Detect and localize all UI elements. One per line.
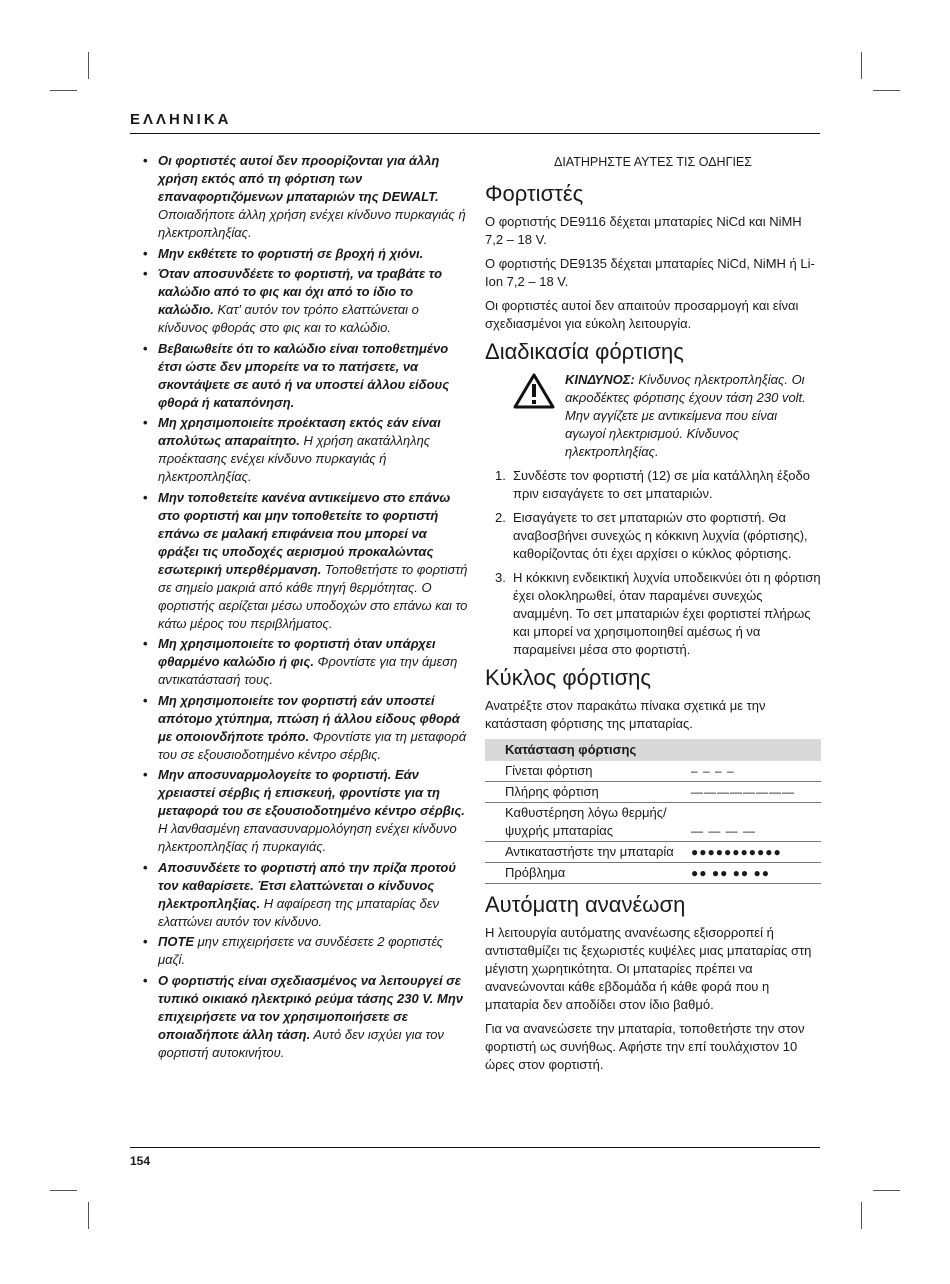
safety-bullet-item	[130, 933, 468, 969]
bullet-bold-text: Όταν αποσυνδέετε το φορτιστή, να τραβάτε το καλώδιο από το φις και όχι από το ίδιο το καλώδιο.	[158, 266, 443, 317]
step-number: 2.	[495, 510, 506, 525]
bullet-dot: •	[143, 153, 148, 168]
bullet-dot: •	[143, 489, 148, 505]
bullet-bold-text: Βεβαιωθείτε ότι το καλώδιο είναι τοποθετημένο έτσι ώστε δεν μπορείτε να το πατήσετε, να σκοντάψετε σε αυτό ή να υποστεί άλλου είδους φθορά ή καταπόνηση.	[158, 340, 450, 410]
crop-mark	[861, 52, 862, 79]
bullet-dot: •	[143, 636, 148, 651]
bullet-italic-text: Τοποθετήστε το φορτιστή σε σημείο μακριά από κάθε πηγή θερμότητας. Ο φορτιστής αερίζεται μέσω υποδοχών στο επάνω και το κάτω μέρος του περιβλήματος.	[158, 561, 468, 631]
bullet-bold-text: Αποσυνδέετε το φορτιστή από την πρίζα προτού τον καθαρίσετε. Έτσι ελαττώνεται ο κίνδυνος ηλεκτροπληξίας.	[158, 859, 457, 911]
status-indicator: – – – –	[689, 761, 821, 782]
charging-steps-list	[485, 467, 821, 659]
bullet-bold-text: Μην τοποθετείτε κανένα αντικείμενο στο επάνω στο φορτιστή και μην τοποθετείτε το φορτιστή επάνω σε μαλακή επιφάνεια που μπορεί να φράξει τις υποδοχές αερισμού προκαλώντας εσωτερική υπερθέρμανση.	[158, 489, 451, 577]
danger-text: Κίνδυνος ηλεκτροπληξίας. Οι ακροδέκτες φόρτισης έχουν τάση 230 volt. Μην αγγίζετε με αντικείμενα που είναι αγωγοί ηλεκτρισμού. Κίνδυνος ηλεκτροπληξίας.	[565, 372, 806, 459]
table-row	[485, 842, 821, 863]
charging-step	[485, 467, 821, 503]
crop-mark	[50, 90, 77, 91]
crop-mark	[88, 1202, 89, 1229]
safety-bullet-item	[130, 692, 468, 764]
table-header: Κατάσταση φόρτισης	[485, 739, 821, 761]
bullet-dot: •	[143, 266, 148, 281]
bullet-italic-text: Αυτό δεν ισχύει για τον φορτιστή αυτοκινήτου.	[158, 1026, 444, 1060]
status-label: Πρόβλημα	[485, 863, 689, 884]
status-label: Γίνεται φόρτιση	[485, 761, 689, 782]
table-row	[485, 863, 821, 884]
charging-step	[485, 569, 821, 659]
danger-label: ΚΙΝΔΥΝΟΣ:	[565, 372, 635, 387]
step-text: Συνδέστε τον φορτιστή (12) σε μία κατάλληλη έξοδο πριν εισαγάγετε το σετ μπαταριών.	[513, 468, 810, 501]
table-row	[485, 782, 821, 803]
charge-status-table	[485, 739, 821, 884]
bullet-dot: •	[143, 767, 148, 782]
bullet-dot: •	[143, 934, 148, 949]
step-number: 1.	[495, 468, 506, 483]
crop-mark	[861, 1202, 862, 1229]
table-row	[485, 803, 821, 842]
bullet-italic-text: Φροντίστε για την άμεση αντικατάστασή τους.	[158, 654, 458, 687]
safety-bullet-item	[130, 245, 468, 263]
header-rule	[130, 133, 820, 134]
status-indicator: ●●●●●●●●●●●	[689, 842, 821, 863]
charging-procedure-heading: Διαδικασία φόρτισης	[485, 339, 684, 364]
footer-rule	[130, 1147, 820, 1148]
bullet-italic-text: Η χρήση ακατάλληλης προέκτασης ενέχει κίνδυνο πυρκαγιάς ή ηλεκτροπληξίας.	[158, 433, 431, 484]
bullet-bold-text: Μη χρησιμοποιείτε προέκταση εκτός εάν είναι απολύτως απαραίτητο.	[158, 415, 441, 448]
crop-mark	[873, 1190, 900, 1191]
bullet-bold-text: Ο φορτιστής είναι σχεδιασμένος να λειτουργεί σε τυπικό οικιακό ηλεκτρικό ρεύμα τάσης 230 V. Μην επιχειρήσετε να τον χρησιμοποιήσετε σε οποιαδήποτε άλλη τάση.	[158, 972, 464, 1042]
bullet-italic-text: Οποιαδήποτε άλλη χρήση ενέχει κίνδυνο πυρκαγιάς ή ηλεκτροπληξίας.	[158, 207, 466, 240]
safety-bullet-item	[130, 972, 468, 1062]
step-text: Εισαγάγετε το σετ μπαταριών στο φορτιστή. Θα αναβοσβήνει συνεχώς η κόκκινη λυχνία (φόρτισης), καθορίζοντας ότι έχει αρχίσει ο κύκλος φόρτισης.	[513, 510, 808, 561]
table-row	[485, 761, 821, 782]
safety-bullet-item	[130, 489, 468, 633]
charge-cycle-intro: Ανατρέξτε στον παρακάτω πίνακα σχετικά με την κατάσταση φόρτισης της μπαταρίας.	[485, 698, 766, 731]
bullet-bold-text: Οι φορτιστές αυτοί δεν προορίζονται για άλλη χρήση εκτός από τη φόρτιση των επαναφορτιζόμενων μπαταριών της DEWALT.	[158, 153, 440, 204]
bullet-bold-text: ΠΟΤΕ	[158, 934, 195, 949]
bullet-dot: •	[143, 859, 148, 875]
chargers-heading: Φορτιστές	[485, 181, 584, 206]
auto-refresh-heading: Αυτόματη ανανέωση	[485, 892, 686, 917]
bullet-bold-text: Μη χρησιμοποιείτε τον φορτιστή εάν υποστεί απότομο χτύπημα, πτώση ή άλλου είδους φθορά με οποιονδήποτε τρόπο.	[158, 692, 460, 744]
crop-mark	[50, 1190, 77, 1191]
safety-bullet-item	[130, 635, 468, 689]
chargers-paragraph: Ο φορτιστής DE9116 δέχεται μπαταρίες NiCd και NiMH 7,2 – 18 V.	[485, 214, 802, 247]
bullet-italic-text: Φροντίστε για τη μεταφορά του σε εξουσιοδοτημένο κέντρο σέρβις.	[158, 728, 467, 762]
crop-mark	[88, 52, 89, 79]
safety-bullet-item	[130, 859, 468, 931]
safety-bullet-item	[130, 152, 468, 242]
language-header: ΕΛΛΗΝΙΚΑ	[130, 111, 232, 128]
safety-bullet-list	[130, 152, 468, 1062]
chargers-paragraph: Οι φορτιστές αυτοί δεν απαιτούν προσαρμογή και είναι σχεδιασμένοι για εύκολη λειτουργία.	[485, 298, 799, 331]
status-indicator: ●● ●● ●● ●●	[689, 863, 821, 884]
bullet-dot: •	[143, 245, 148, 261]
auto-refresh-paragraph: Η λειτουργία αυτόματης ανανέωσης εξισορροπεί ή αντισταθμίζει τις ξεχωριστές κυψέλες μιας μπαταρίας στη μέγιστη χωρητικότητα. Οι μπαταρίες πρέπει να ανανεώνονται κάθε εβδομάδα ή κάθε φορά που η μπαταρία δεν αποδίδει στον ίδιο βαθμό.	[485, 925, 812, 1012]
crop-mark	[873, 90, 900, 91]
bullet-bold-text: Μη χρησιμοποιείτε το φορτιστή όταν υπάρχει φθαρμένο καλώδιο ή φις.	[158, 636, 436, 669]
keep-instructions-heading: ΔΙΑΤΗΡΗΣΤΕ ΑΥΤΕΣ ΤΙΣ ΟΔΗΓΙΕΣ	[553, 155, 752, 169]
safety-bullet-item	[130, 414, 468, 486]
step-number: 3.	[495, 570, 506, 585]
auto-refresh-paragraph: Για να ανανεώσετε την μπαταρία, τοποθετήστε την στον φορτιστή ως συνήθως. Αφήστε την επί τουλάχιστον 10 ώρες στον φορτιστή.	[485, 1021, 805, 1072]
bullet-italic-text: Η λανθασμένη επανασυναρμολόγηση ενέχει κίνδυνο ηλεκτροπληξίας ή πυρκαγιάς.	[158, 821, 457, 854]
right-column	[485, 152, 821, 1080]
bullet-dot: •	[143, 340, 148, 356]
status-indicator: — — — —	[689, 803, 821, 842]
bullet-italic-text: μην επιχειρήσετε να συνδέσετε 2 φορτιστές μαζί.	[158, 934, 444, 967]
bullet-dot: •	[143, 692, 148, 708]
warning-triangle-icon	[513, 373, 555, 409]
status-label: Αντικαταστήστε την μπαταρία	[485, 842, 689, 863]
step-text: Η κόκκινη ενδεικτική λυχνία υποδεικνύει ότι η φόρτιση έχει ολοκληρωθεί, όταν παραμένει συνεχώς αναμμένη. Το σετ μπαταριών έχει φορτιστεί πλήρως και μπορεί να χρησιμοποιηθεί αμέσως ή να παραμείνει μέσα στο φορτιστή.	[513, 570, 821, 657]
bullet-bold-text: Μην εκθέτετε το φορτιστή σε βροχή ή χιόνι.	[158, 245, 424, 261]
chargers-paragraph: Ο φορτιστής DE9135 δέχεται μπαταρίες NiCd, NiMH ή Li-Ion 7,2 – 18 V.	[485, 256, 815, 289]
left-column	[130, 152, 468, 1064]
safety-bullet-item	[130, 265, 468, 337]
status-label: Καθυστέρηση λόγω θερμής/ ψυχρής μπαταρίας	[485, 803, 689, 842]
bullet-dot: •	[143, 972, 148, 988]
bullet-italic-text: Η αφαίρεση της μπαταρίας δεν ελαττώνει αυτόν τον κίνδυνο.	[158, 895, 440, 929]
bullet-bold-text: Μην αποσυναρμολογείτε το φορτιστή. Εάν χρειαστεί σέρβις ή επισκευή, φροντίστε για τη μεταφορά του σε εξουσιοδοτημένο κέντρο σέρβις.	[158, 767, 465, 818]
danger-warning	[485, 371, 821, 461]
status-indicator: ————————	[689, 782, 821, 803]
safety-bullet-item	[130, 340, 468, 412]
status-label: Πλήρης φόρτιση	[485, 782, 689, 803]
bullet-dot: •	[143, 415, 148, 430]
charge-cycle-heading: Κύκλος φόρτισης	[485, 665, 652, 690]
safety-bullet-item	[130, 766, 468, 856]
bullet-italic-text: Κατ' αυτόν τον τρόπο ελαττώνεται ο κίνδυνος φθοράς στο φις και το καλώδιο.	[158, 302, 419, 335]
page-number: 154	[130, 1154, 151, 1168]
charging-step	[485, 509, 821, 563]
